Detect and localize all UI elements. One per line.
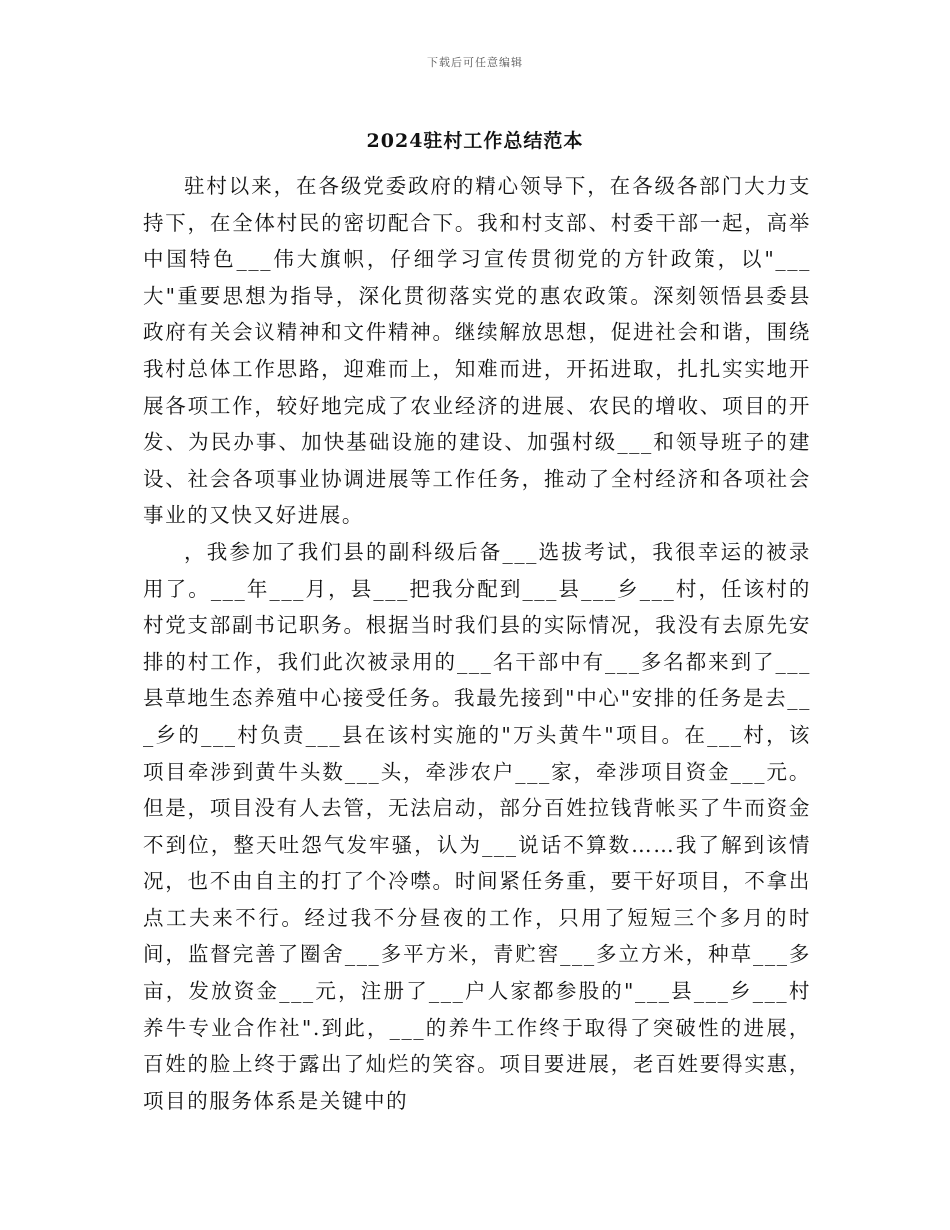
document-title: 2024驻村工作总结范本: [366, 130, 584, 152]
header-note: 下载后可任意编辑: [427, 56, 523, 69]
document-body: [143, 168, 811, 1119]
paragraph: ，我参加了我们县的副科级后备___选拔考试，我很幸运的被录用了。___年___月，县___把我分配到___县___乡___村，任该村的村党支部副书记职务。根据当时我们县的实际情况，我没有去原先安排的村工作，我们此次被录用的___名干部中有___多名都来到了___县草地生态养殖中心接受任务。我最先接到"中心"安排的任务是去___乡的___村负责___县在该村实施的"万头黄牛"项目。在___村，该项目牵涉到黄牛头数___头，牵涉农户___家，牵涉项目资金___元。但是，项目没有人去管，无法启动，部分百姓拉钱背帐买了牛而资金不到位，整天吐怨气发牢骚，认为___说话不算数……我了解到该情况，也不由自主的打了个冷噤。时间紧任务重，要干好项目，不拿出点工夫来不行。经过我不分昼夜的工作，只用了短短三个多月的时间，监督完善了圈舍___多平方米，青贮窖___多立方米，种草___多亩，发放资金___元，注册了___户人家都参股的"___县___乡___村养牛专业合作社".到此，___的养牛工作终于取得了突破性的进展，百姓的脸上终于露出了灿烂的笑容。项目要进展，老百姓要得实惠，项目的服务体系是关键中的: [143, 539, 811, 1113]
paragraph: 驻村以来，在各级党委政府的精心领导下，在各级各部门大力支持下，在全体村民的密切配合下。我和村支部、村委干部一起，高举中国特色___伟大旗帜，仔细学习宣传贯彻党的方针政策，以"___大"重要思想为指导，深化贯彻落实党的惠农政策。深刻领悟县委县政府有关会议精神和文件精神。继续解放思想，促进社会和谐，围绕我村总体工作思路，迎难而上，知难而进，开拓进取，扎扎实实地开展各项工作，较好地完成了农业经济的进展、农民的增收、项目的开发、为民办事、加快基础设施的建设、加强村级___和领导班子的建设、社会各项事业协调进展等工作任务，推动了全村经济和各项社会事业的又快又好进展。: [143, 174, 811, 528]
